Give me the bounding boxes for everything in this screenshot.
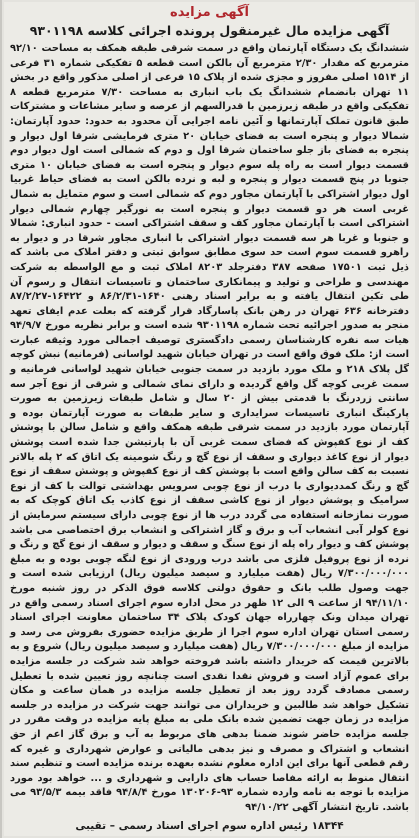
notice-subtitle: آگهی مزایده مال غیرمنقول پرونده اجرائی کلاسه ۹۳۰۱۱۹۸	[29, 23, 390, 38]
page-fold-shadow	[0, 0, 2, 838]
auction-notice-clipping	[4, 2, 415, 836]
notice-body: ششدانگ یک دستگاه آپارتمان واقع در سمت شرقی طبقه همکف به مساحت ۹۲/۱۰ مترمربع که مقدار ۲/۳۰ مترمربع آن بالکن است قطعه ۵ تفکیکی شماره ۳۱ فرعی از ۱۵۱۴ اصلی مفروز و مجزی شده از پلاک ۱۵ فرعی از اصلی مذکور واقع در بخش ۱۱ تهران بانضمام ششدانگ یک باب انباری به مساحت ۷/۳۰ مترمربع قطعه ۸ تفکیکی واقع در طبقه زیرزمین با قدرالسهم از عرصه و سایر مشاعات و مشترکات طبق قانون تملک آپارتمانها و آئین نامه اجرایی آن محدود به حدود: حدود آپارتمان: شمالا دیوار و پنجره است به فضای خیابان ۲۰ متری فرمایشی شرقا اول دیوار و پنجره به فضای باز جلو ساختمان شرقا اول و دوم که شمالی است اول دیوار دوم قسمت دیوار است به راه پله سوم دیوار و پنجره است به فضای خیابان ۱۰ متری جنوبا در پنج قسمت دیوار و پنجره و لبه و نرده بالکن است به فضای حیاط غربیا اول دیوار اشتراکی با آپارتمان مجاور دوم که شمالی است و سوم متمایل به شمال غربی است هر دو قسمت دیوار و پنجره است به نورگیر چهارم شمالی دیوار اشتراکی است با آپارتمان مجاور کف و سقف اشتراکی است - حدود انباری: شمالا و جنوبا و غربا هر سه قسمت دیوار اشتراکی با انباری مجاور شرقا در و دیوار به راهرو قسمت سوم است حد سوی مطابق سوابق ثبتی و دفتر املاک می باشد که ذیل ثبت ۱۷۵۰۱ صفحه ۳۸۷ دفترجلد ۸۲۰۳ املاک ثبت و مع الواسطه به شرکت مهندسی و طراحی و تولید و پیمانکاری ساختمان و تاسیسات انتقال و رسوم آن طی تکین انتقال یافته و به برابر اسناد رهنی ۱۶۴۰-۸۶/۲/۳۱ و ۱۶۴۲۲-۸۷/۲/۲۷ دفترخانه ۶۳۶ تهران در رهن بانک پاسارگاد قرار گرفته که بعلت عدم ایفای تعهد منجر به صدور اجرائیه تحت شماره ۹۳۰۱۱۹۸ شده است و برابر نظریه مورخ ۹۴/۹/۷ هیات سه نفره کارشناسان رسمی دادگستری توصیف اجمالی مورد وثیقه عبارت است از: ملک فوق واقع است در تهران خیابان شهید لواسانی (فرمانیه) نبش کوچه گل پلاک ۲۱۸ و ملک مورد بازدید در سمت جنوبی خیابان شهید لواسانی فرمانیه و سمت غربی کوچه گل واقع گردیده و دارای نمای شمالی و شرقی از نوع آجر سه سانتی زردرنگ با قدمتی بیش از ۲۰ سال و شامل طبقات زیرزمین به صورت پارکینگ انباری تاسیسات سرایداری و سایر طبقات به صورت آپارتمان بوده و آپارتمان مورد بازدید در سمت شرقی طبقه همکف واقع و شامل سالن با پوشش کف از نوع کفپوش که فضای سمت غربی آن با پارتیشن جدا شده است پوشش دیوار از نوع کاغذ دیواری و سقف از نوع گچ و رنگ شومینه یک اتاق که ۲ پله بالاتر نسبت به کف سالن واقع است با پوشش کف از نوع کفپوش و پوشش سقف از نوع گچ و رنگ کمددیواری با درب از نوع چوبی سرویس بهداشتی توالت با کف از نوع سرامیک و پوشش دیوار از نوع کاشی سقف از نوع کاذب یک اتاق کوچک که به صورت نمازخانه استفاده می گردد درب ها از نوع چوبی دارای سیستم سرمایش از نوع کولر آبی انشعاب آب و برق و گاز اشتراکی و انشعاب برق اختصاصی می باشد پوشش کف و دیوار راه پله از نوع سنگ و سقف و دیوار و سقف از نوع گچ و رنگ و نرده از نوع پروفیل فلزی می باشد درب ورودی از نوع لنگه چوبی بوده و به مبلغ ۷/۳۰۰/۰۰۰/۰۰۰ ریال (هفت میلیارد و سیصد میلیون ریال) ارزیابی شده است و جهت وصول طلب بانک و حقوق دولتی کلاسه فوق الذکر در روز شنبه مورخ ۹۴/۱۱/۱۰ از ساعت ۹ الی ۱۲ ظهر در محل اداره سوم اجرای اسناد رسمی واقع در تهران میدان ونک چهارراه جهان کودک پلاک ۳۴ ساختمان معاونت اجرای اسناد رسمی استان تهران اداره سوم اجرا از طریق مزایده حضوری بفروش می رسد و مزایده از مبلغ ۷/۳۰۰/۰۰۰/۰۰۰ ریال (هفت میلیارد و سیصد میلیون ریال) شروع و به بالاترین قیمت که خریدار داشته باشد فروخته خواهد شد شرکت در جلسه مزایده برای عموم آزاد است و فروش نقدا نقدی است چنانچه روز تعیین شده با تعطیل رسمی مصادف گردد روز بعد از تعطیل جلسه مزایده در همان ساعت و مکان تشکیل خواهد شد طالبین و خریداران می توانند جهت شرکت در مزایده در جلسه مزایده در زمان جهت تضمین شده بانک ملی به مبلغ پایه مزایده در وقت مقرر در جلسه مزایده حاضر شوند ضمنا بدهی های مربوط به آب و برق گاز اعم از حق انشعاب و اشتراک و مصرف و نیز بدهی مالیاتی و عوارض شهرداری و غیره که رقم قطعی آنها برای این اداره معلوم نشده بعهده برنده مزایده است و تنظیم سند انتقال منوط به ارائه مفاصا حساب های دارایی و شهرداری و ... خواهد بود مورد مزایده با توجه به نامه وارده شماره ۹۳-۱۳۰۲۰۶ مورخ ۹۴/۸/۴ فاقد بیمه ۹۳/۵/۳ می باشد. تاریخ انتشار آگهی ۹۴/۱۰/۲۲	[10, 43, 410, 813]
notice-signature: ۱۸۳۴۴ رئیس اداره سوم اجرای اسناد رسمی – تقیبی	[75, 820, 344, 833]
notice-title: آگهی مزایده	[170, 5, 249, 20]
